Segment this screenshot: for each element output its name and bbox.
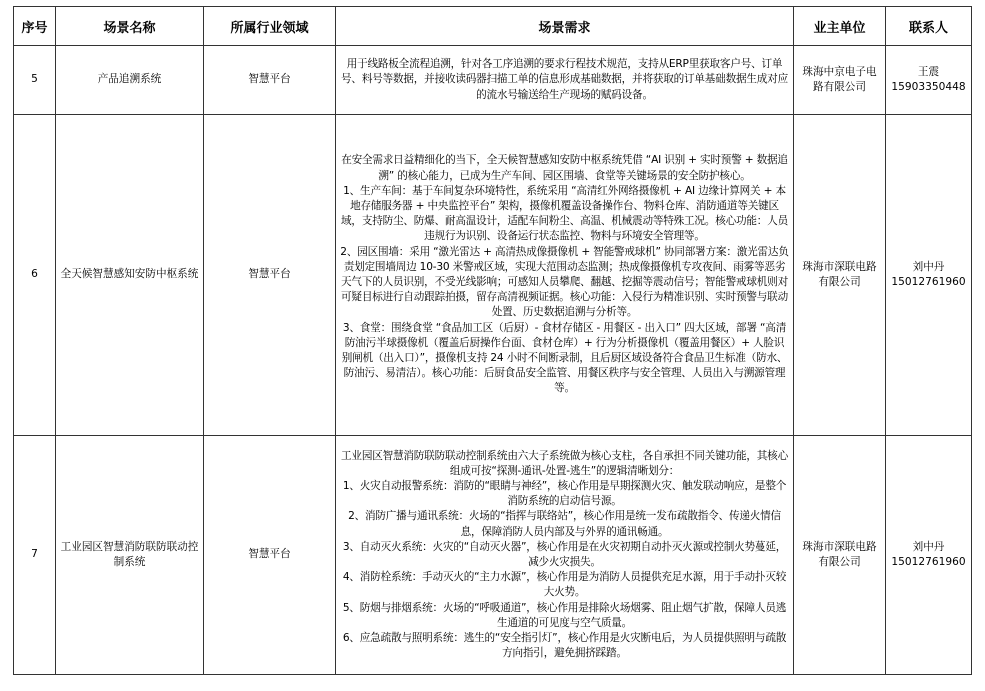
requirement-paragraph: 1、火灾自动报警系统：消防的“眼睛与神经”，核心作用是早期探测火灾、触发联动响应，是整个消防系统的启动信号源。 bbox=[342, 479, 787, 508]
table-row bbox=[14, 436, 972, 675]
table-row bbox=[14, 115, 972, 436]
row-number: 5 bbox=[14, 46, 56, 115]
contact bbox=[886, 46, 972, 115]
requirement-paragraph: 在安全需求日益精细化的当下，全天候智慧感知安防中枢系统凭借 “AI 识别 + 实时预警 + 数据追溯” 的核心能力，已成为生产车间、园区围墙、食堂等关键场景的安全防护核心。 bbox=[341, 154, 788, 182]
requirement-paragraph: 4、消防栓系统：手动灭火的“主力水源”，核心作用是为消防人员提供充足水源，用于手动扑灭较大火势。 bbox=[342, 571, 787, 599]
requirement-paragraph: 2、消防广播与通讯系统：火场的“指挥与联络站”，核心作用是统一发布疏散指令、传递火情信息，保障消防人员内部及与外界的通讯畅通。 bbox=[348, 510, 781, 538]
contact-phone: 15012761960 bbox=[891, 556, 966, 568]
requirement-paragraph: 用于线路板全流程追溯，针对各工序追溯的要求行程技术规范，支持从ERP里获取客户号、订单号、料号等数据，并接收读码器扫描工单的信息形成基础数据，并将获取的订单基础数据生成对应的流水号输送给生产现场的赋码设备。 bbox=[341, 58, 788, 101]
contact-name: 刘中丹 bbox=[912, 540, 945, 553]
requirement bbox=[336, 46, 794, 115]
row-number: 7 bbox=[14, 436, 56, 675]
scenario-table bbox=[13, 6, 972, 675]
contact-name: 王震 bbox=[917, 65, 940, 78]
requirement-paragraph: 1、生产车间：基于车间复杂环境特性，系统采用 “高清红外网络摄像机 + AI 边缘计算网关 + 本地存储服务器 + 中央监控平台” 架构，摄像机覆盖设备操作台、物料仓库、消防通道等关键区域，支持防尘、防爆、耐高温设计，适配车间粉尘、高温、机械震动等特殊工况。核心功能：人员违规行为识别、设备运行状态监控、物料与环境安全管理等。 bbox=[341, 184, 788, 243]
contact bbox=[886, 115, 972, 436]
requirement bbox=[336, 115, 794, 436]
owner: 珠海市深联电路有限公司 bbox=[794, 115, 886, 436]
row-number: 6 bbox=[14, 115, 56, 436]
requirement-paragraph: 6、应急疏散与照明系统：逃生的“安全指引灯”，核心作用是火灾断电后，为人员提供照明与疏散方向指引，避免拥挤踩踏。 bbox=[342, 632, 787, 660]
table-row bbox=[14, 46, 972, 115]
industry: 智慧平台 bbox=[204, 115, 336, 436]
owner: 珠海市深联电路有限公司 bbox=[794, 436, 886, 675]
header-owner: 业主单位 bbox=[794, 7, 886, 46]
header-scene-name: 场景名称 bbox=[56, 7, 204, 46]
requirement-paragraph: 3、自动灭火系统：火灾的“自动灭火器”，核心作用是在火灾初期自动扑灭火源或控制火势蔓延，减少火灾损失。 bbox=[342, 540, 787, 568]
requirement bbox=[336, 436, 794, 675]
header-no: 序号 bbox=[14, 7, 56, 46]
requirement-paragraph: 5、防烟与排烟系统：火场的“呼吸通道”，核心作用是排除火场烟雾、阻止烟气扩散，保障人员逃生通道的可见度与空气质量。 bbox=[342, 601, 787, 629]
scene-name: 工业园区智慧消防联防联动控制系统 bbox=[56, 436, 204, 675]
scene-name: 全天候智慧感知安防中枢系统 bbox=[56, 115, 204, 436]
contact-phone: 15012761960 bbox=[891, 276, 966, 288]
requirement-paragraph: 2、园区围墙：采用 “激光雷达 + 高清热成像摄像机 + 智能警戒球机” 协同部署方案：激光雷达负责划定围墙周边 10-30 米警戒区域，实现大范围动态监测；热成像摄像机专攻夜间、雨雾等恶劣天气下的人员识别，不受光线影响；可感知人员攀爬、翻越、挖掘等震动信号；智能警戒球机则对可疑目标进行自动跟踪拍摄，留存高清视频证据。核心功能：入侵行为精准识别、实时预警与联动处置、历史数据追溯与分析等。 bbox=[340, 245, 789, 319]
contact bbox=[886, 436, 972, 675]
contact-phone: 15903350448 bbox=[891, 81, 966, 93]
owner: 珠海中京电子电路有限公司 bbox=[794, 46, 886, 115]
requirement-paragraph: 3、食堂：围绕食堂 “食品加工区（后厨）- 食材存储区 - 用餐区 - 出入口” 四大区域，部署 “高清防油污半球摄像机（覆盖后厨操作台面、食材仓库）+ 行为分析摄像机（覆盖用餐区）+ 人脸识别闸机（出入口）”，摄像机支持 24 小时不间断录制，且后厨区域设备符合食品卫生标准（防水、防油污、易清洁）。核心功能：后厨食品安全监管、用餐区秩序与安全管理、人员出入与溯源管理等。 bbox=[341, 321, 788, 395]
contact-name: 刘中丹 bbox=[912, 260, 945, 273]
header-requirement: 场景需求 bbox=[336, 7, 794, 46]
requirement-paragraph: 工业园区智慧消防联防联动控制系统由六大子系统做为核心支柱，各自承担不同关键功能，其核心组成可按“探测-通讯-处置-逃生”的逻辑清晰划分： bbox=[341, 449, 788, 477]
header-contact: 联系人 bbox=[886, 7, 972, 46]
industry: 智慧平台 bbox=[204, 46, 336, 115]
industry: 智慧平台 bbox=[204, 436, 336, 675]
header-industry: 所属行业领域 bbox=[204, 7, 336, 46]
scene-name: 产品追溯系统 bbox=[56, 46, 204, 115]
header-row bbox=[14, 7, 972, 46]
